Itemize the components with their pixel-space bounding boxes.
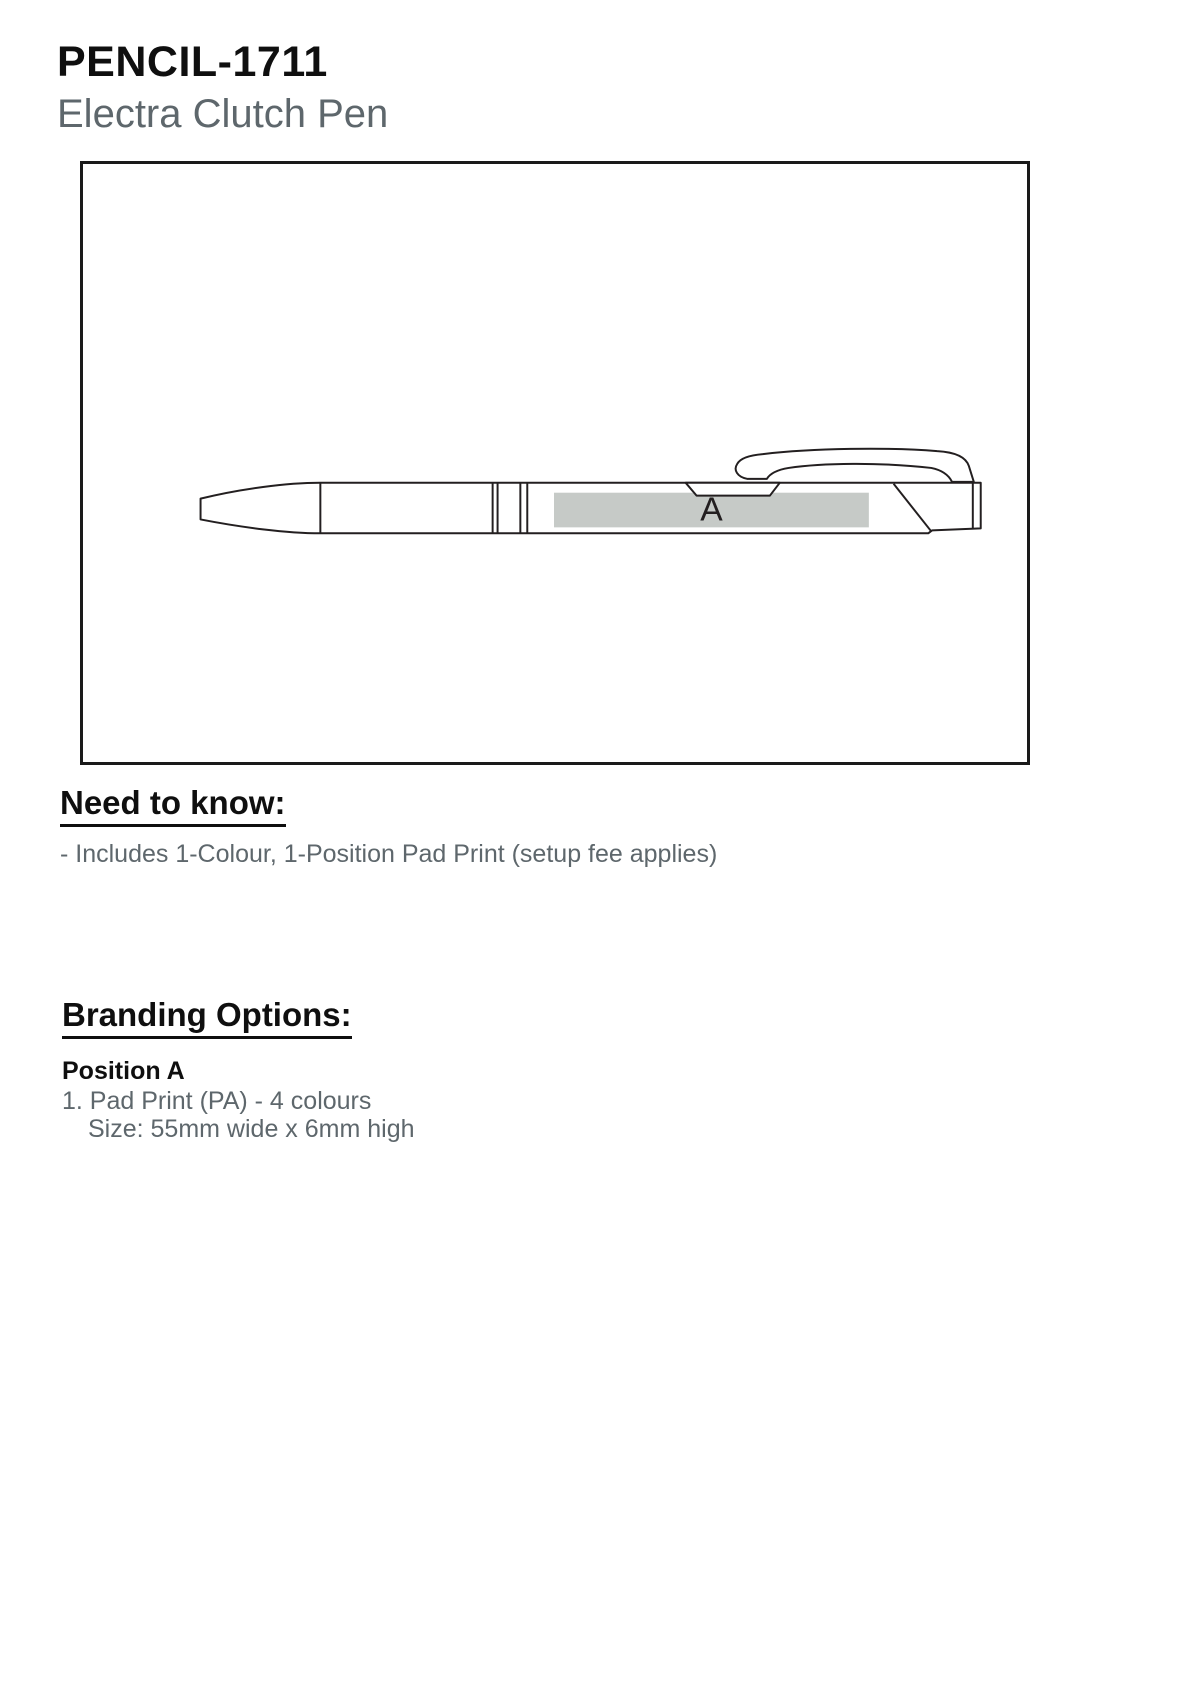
product-name-subtitle: Electra Clutch Pen xyxy=(57,92,389,136)
branding-options-heading: Branding Options: xyxy=(62,996,352,1039)
product-code-title: PENCIL-1711 xyxy=(57,38,328,86)
pen-illustration xyxy=(83,164,1027,762)
branding-size-line: Size: 55mm wide x 6mm high xyxy=(88,1115,415,1143)
product-diagram-frame xyxy=(80,161,1030,765)
position-a-label: A xyxy=(700,491,723,529)
pen-clip xyxy=(736,449,974,482)
branding-method-line: 1. Pad Print (PA) - 4 colours xyxy=(62,1087,372,1115)
need-to-know-item: - Includes 1-Colour, 1-Position Pad Print (setup fee applies) xyxy=(60,840,718,868)
branding-position-title: Position A xyxy=(62,1057,185,1085)
need-to-know-heading: Need to know: xyxy=(60,784,286,827)
